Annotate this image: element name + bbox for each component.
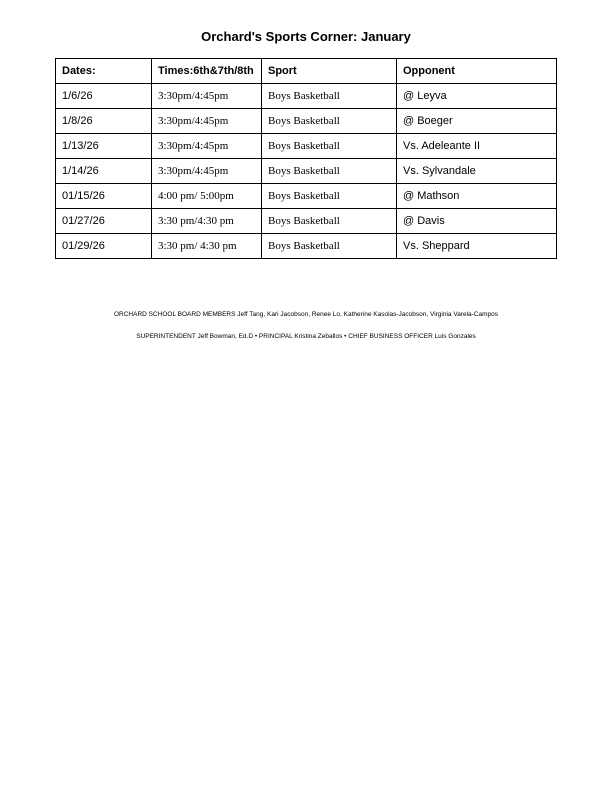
cell-date: 01/15/26: [56, 184, 152, 209]
schedule-table: [55, 58, 557, 259]
table-row: [56, 184, 557, 209]
header-opponent: Opponent: [397, 59, 557, 84]
cell-time: 3:30pm/4:45pm: [152, 134, 262, 159]
footer-board-members: ORCHARD SCHOOL BOARD MEMBERS Jeff Tang, Kari Jacobson, Renee Lo, Katherine Kasolas-Jacobson, Virginia Varela-Campos: [113, 311, 499, 318]
cell-sport: Boys Basketball: [262, 234, 397, 259]
header-times: Times:6th&7th/8th: [152, 59, 262, 84]
cell-time: 3:30pm/4:45pm: [152, 84, 262, 109]
table-row: [56, 134, 557, 159]
table-row: [56, 209, 557, 234]
cell-date: 01/29/26: [56, 234, 152, 259]
cell-date: 01/27/26: [56, 209, 152, 234]
table-row: [56, 234, 557, 259]
cell-opponent: Vs. Sylvandale: [397, 159, 557, 184]
footer-administration: SUPERINTENDENT Jeff Bowman, Ed.D • PRINCIPAL Kristina Zeballos • CHIEF BUSINESS OFFICER Luis Gonzales: [136, 333, 476, 340]
cell-opponent: @ Boeger: [397, 109, 557, 134]
cell-sport: Boys Basketball: [262, 184, 397, 209]
table-header-row: [56, 59, 557, 84]
cell-opponent: Vs. Adeleante II: [397, 134, 557, 159]
page-title: Orchard's Sports Corner: January: [201, 29, 411, 44]
cell-opponent: @ Davis: [397, 209, 557, 234]
cell-date: 1/8/26: [56, 109, 152, 134]
cell-time: 3:30 pm/4:30 pm: [152, 209, 262, 234]
cell-sport: Boys Basketball: [262, 134, 397, 159]
cell-time: 3:30 pm/ 4:30 pm: [152, 234, 262, 259]
cell-sport: Boys Basketball: [262, 159, 397, 184]
cell-opponent: Vs. Sheppard: [397, 234, 557, 259]
table-row: [56, 159, 557, 184]
cell-sport: Boys Basketball: [262, 84, 397, 109]
cell-sport: Boys Basketball: [262, 109, 397, 134]
table-row: [56, 109, 557, 134]
table-row: [56, 84, 557, 109]
cell-time: 4:00 pm/ 5:00pm: [152, 184, 262, 209]
cell-date: 1/14/26: [56, 159, 152, 184]
cell-time: 3:30pm/4:45pm: [152, 109, 262, 134]
cell-date: 1/6/26: [56, 84, 152, 109]
cell-time: 3:30pm/4:45pm: [152, 159, 262, 184]
header-sport: Sport: [262, 59, 397, 84]
header-dates: Dates:: [56, 59, 152, 84]
cell-date: 1/13/26: [56, 134, 152, 159]
cell-opponent: @ Mathson: [397, 184, 557, 209]
cell-opponent: @ Leyva: [397, 84, 557, 109]
cell-sport: Boys Basketball: [262, 209, 397, 234]
